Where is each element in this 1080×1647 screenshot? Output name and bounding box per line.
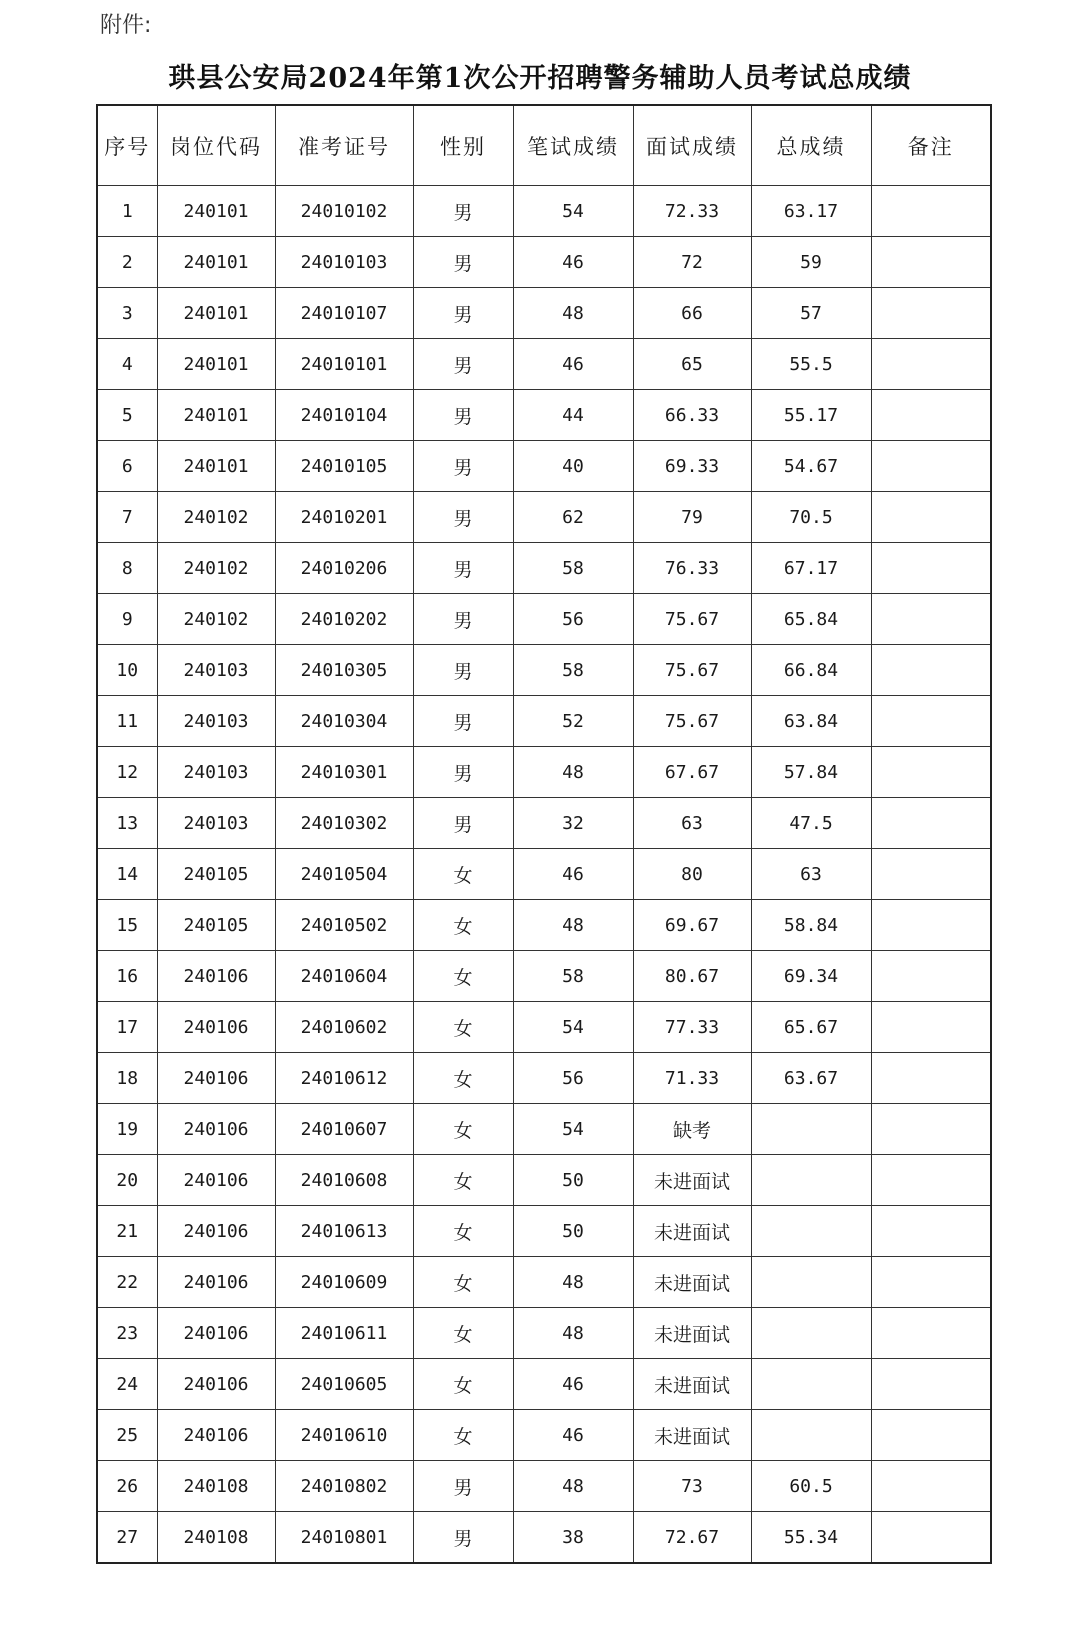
cell-interview-score: 63	[633, 798, 751, 849]
cell-interview-score: 77.33	[633, 1002, 751, 1053]
cell-exam-id: 24010612	[275, 1053, 413, 1104]
cell-interview-score: 未进面试	[633, 1359, 751, 1410]
cell-position-code: 240101	[157, 390, 275, 441]
cell-written-score: 56	[513, 1053, 633, 1104]
table-row	[97, 288, 991, 339]
cell-seq: 12	[97, 747, 157, 798]
cell-seq: 4	[97, 339, 157, 390]
table-row	[97, 1155, 991, 1206]
table-row	[97, 1002, 991, 1053]
cell-gender: 女	[413, 1410, 513, 1461]
cell-position-code: 240106	[157, 1002, 275, 1053]
cell-gender: 男	[413, 747, 513, 798]
cell-total-score	[751, 1359, 871, 1410]
cell-written-score: 46	[513, 1359, 633, 1410]
cell-exam-id: 24010602	[275, 1002, 413, 1053]
cell-written-score: 58	[513, 645, 633, 696]
cell-exam-id: 24010302	[275, 798, 413, 849]
cell-position-code: 240106	[157, 1104, 275, 1155]
cell-interview-score: 未进面试	[633, 1206, 751, 1257]
cell-remarks	[871, 288, 991, 339]
cell-gender: 男	[413, 186, 513, 237]
cell-position-code: 240102	[157, 543, 275, 594]
cell-interview-score: 65	[633, 339, 751, 390]
table-row	[97, 441, 991, 492]
cell-written-score: 58	[513, 951, 633, 1002]
cell-interview-score: 71.33	[633, 1053, 751, 1104]
cell-gender: 男	[413, 696, 513, 747]
table-row	[97, 1053, 991, 1104]
cell-total-score: 65.84	[751, 594, 871, 645]
cell-gender: 男	[413, 594, 513, 645]
cell-gender: 女	[413, 900, 513, 951]
cell-total-score: 55.17	[751, 390, 871, 441]
cell-interview-score: 75.67	[633, 696, 751, 747]
cell-position-code: 240101	[157, 288, 275, 339]
cell-position-code: 240106	[157, 1053, 275, 1104]
cell-seq: 3	[97, 288, 157, 339]
cell-gender: 男	[413, 288, 513, 339]
cell-position-code: 240106	[157, 951, 275, 1002]
cell-position-code: 240106	[157, 1308, 275, 1359]
cell-gender: 女	[413, 1257, 513, 1308]
cell-gender: 女	[413, 1053, 513, 1104]
cell-remarks	[871, 696, 991, 747]
cell-seq: 21	[97, 1206, 157, 1257]
cell-remarks	[871, 1257, 991, 1308]
cell-interview-score: 69.33	[633, 441, 751, 492]
cell-seq: 13	[97, 798, 157, 849]
cell-position-code: 240102	[157, 492, 275, 543]
cell-interview-score: 未进面试	[633, 1410, 751, 1461]
cell-interview-score: 73	[633, 1461, 751, 1512]
cell-position-code: 240106	[157, 1206, 275, 1257]
table-row	[97, 543, 991, 594]
cell-written-score: 54	[513, 1104, 633, 1155]
cell-gender: 男	[413, 1512, 513, 1564]
cell-position-code: 240108	[157, 1461, 275, 1512]
cell-total-score: 57.84	[751, 747, 871, 798]
cell-position-code: 240101	[157, 339, 275, 390]
cell-seq: 27	[97, 1512, 157, 1564]
cell-seq: 5	[97, 390, 157, 441]
header-remarks: 备注	[871, 105, 991, 186]
cell-interview-score: 66	[633, 288, 751, 339]
cell-gender: 女	[413, 1104, 513, 1155]
cell-interview-score: 80.67	[633, 951, 751, 1002]
cell-interview-score: 72.33	[633, 186, 751, 237]
cell-written-score: 46	[513, 849, 633, 900]
cell-remarks	[871, 1359, 991, 1410]
cell-exam-id: 24010201	[275, 492, 413, 543]
cell-total-score	[751, 1308, 871, 1359]
cell-position-code: 240106	[157, 1359, 275, 1410]
cell-written-score: 54	[513, 186, 633, 237]
cell-seq: 1	[97, 186, 157, 237]
table-row	[97, 186, 991, 237]
cell-remarks	[871, 1410, 991, 1461]
cell-total-score: 60.5	[751, 1461, 871, 1512]
cell-seq: 11	[97, 696, 157, 747]
cell-exam-id: 24010101	[275, 339, 413, 390]
cell-exam-id: 24010801	[275, 1512, 413, 1564]
table-row	[97, 1512, 991, 1564]
table-row	[97, 237, 991, 288]
cell-position-code: 240105	[157, 849, 275, 900]
table-row	[97, 1410, 991, 1461]
cell-remarks	[871, 849, 991, 900]
cell-remarks	[871, 747, 991, 798]
cell-exam-id: 24010610	[275, 1410, 413, 1461]
cell-total-score: 63	[751, 849, 871, 900]
cell-total-score: 63.67	[751, 1053, 871, 1104]
cell-gender: 男	[413, 492, 513, 543]
cell-remarks	[871, 900, 991, 951]
cell-seq: 26	[97, 1461, 157, 1512]
cell-position-code: 240103	[157, 747, 275, 798]
cell-interview-score: 79	[633, 492, 751, 543]
cell-position-code: 240106	[157, 1257, 275, 1308]
cell-remarks	[871, 186, 991, 237]
cell-gender: 女	[413, 1308, 513, 1359]
cell-interview-score: 80	[633, 849, 751, 900]
cell-gender: 女	[413, 1002, 513, 1053]
cell-position-code: 240106	[157, 1155, 275, 1206]
cell-interview-score: 75.67	[633, 594, 751, 645]
cell-total-score: 54.67	[751, 441, 871, 492]
cell-seq: 18	[97, 1053, 157, 1104]
cell-written-score: 38	[513, 1512, 633, 1564]
cell-seq: 7	[97, 492, 157, 543]
cell-total-score	[751, 1410, 871, 1461]
cell-total-score	[751, 1257, 871, 1308]
cell-written-score: 48	[513, 1461, 633, 1512]
cell-written-score: 46	[513, 339, 633, 390]
cell-gender: 女	[413, 849, 513, 900]
table-row	[97, 1461, 991, 1512]
cell-position-code: 240101	[157, 186, 275, 237]
cell-total-score: 63.84	[751, 696, 871, 747]
cell-gender: 男	[413, 543, 513, 594]
cell-gender: 男	[413, 339, 513, 390]
cell-total-score: 65.67	[751, 1002, 871, 1053]
cell-seq: 14	[97, 849, 157, 900]
cell-written-score: 48	[513, 900, 633, 951]
cell-remarks	[871, 543, 991, 594]
cell-remarks	[871, 1308, 991, 1359]
cell-seq: 24	[97, 1359, 157, 1410]
cell-exam-id: 24010608	[275, 1155, 413, 1206]
cell-interview-score: 76.33	[633, 543, 751, 594]
cell-seq: 17	[97, 1002, 157, 1053]
cell-interview-score: 72.67	[633, 1512, 751, 1564]
table-row	[97, 849, 991, 900]
cell-total-score: 57	[751, 288, 871, 339]
cell-exam-id: 24010504	[275, 849, 413, 900]
cell-seq: 15	[97, 900, 157, 951]
cell-written-score: 62	[513, 492, 633, 543]
cell-remarks	[871, 1002, 991, 1053]
cell-remarks	[871, 1512, 991, 1564]
header-interview-score: 面试成绩	[633, 105, 751, 186]
cell-exam-id: 24010301	[275, 747, 413, 798]
cell-position-code: 240101	[157, 237, 275, 288]
header-seq: 序号	[97, 105, 157, 186]
cell-exam-id: 24010206	[275, 543, 413, 594]
cell-remarks	[871, 798, 991, 849]
cell-interview-score: 67.67	[633, 747, 751, 798]
cell-remarks	[871, 1053, 991, 1104]
cell-exam-id: 24010611	[275, 1308, 413, 1359]
cell-exam-id: 24010104	[275, 390, 413, 441]
cell-written-score: 50	[513, 1155, 633, 1206]
cell-interview-score: 未进面试	[633, 1308, 751, 1359]
table-row	[97, 1257, 991, 1308]
cell-total-score: 55.5	[751, 339, 871, 390]
table-row	[97, 798, 991, 849]
cell-total-score: 69.34	[751, 951, 871, 1002]
cell-exam-id: 24010609	[275, 1257, 413, 1308]
cell-interview-score: 未进面试	[633, 1257, 751, 1308]
cell-gender: 男	[413, 441, 513, 492]
cell-gender: 男	[413, 1461, 513, 1512]
cell-position-code: 240106	[157, 1410, 275, 1461]
cell-written-score: 56	[513, 594, 633, 645]
cell-seq: 16	[97, 951, 157, 1002]
cell-exam-id: 24010105	[275, 441, 413, 492]
cell-written-score: 46	[513, 1410, 633, 1461]
table-row	[97, 1206, 991, 1257]
table-row	[97, 1308, 991, 1359]
cell-exam-id: 24010102	[275, 186, 413, 237]
cell-position-code: 240101	[157, 441, 275, 492]
cell-seq: 20	[97, 1155, 157, 1206]
cell-exam-id: 24010103	[275, 237, 413, 288]
cell-position-code: 240108	[157, 1512, 275, 1564]
cell-gender: 男	[413, 645, 513, 696]
cell-gender: 男	[413, 798, 513, 849]
table-header-row	[97, 105, 991, 186]
cell-remarks	[871, 1461, 991, 1512]
cell-remarks	[871, 237, 991, 288]
cell-total-score	[751, 1104, 871, 1155]
cell-written-score: 48	[513, 1257, 633, 1308]
cell-seq: 23	[97, 1308, 157, 1359]
cell-seq: 25	[97, 1410, 157, 1461]
cell-remarks	[871, 492, 991, 543]
cell-written-score: 48	[513, 1308, 633, 1359]
cell-exam-id: 24010604	[275, 951, 413, 1002]
table-row	[97, 339, 991, 390]
cell-exam-id: 24010802	[275, 1461, 413, 1512]
cell-seq: 9	[97, 594, 157, 645]
cell-interview-score: 66.33	[633, 390, 751, 441]
cell-total-score: 66.84	[751, 645, 871, 696]
cell-written-score: 40	[513, 441, 633, 492]
table-row	[97, 747, 991, 798]
cell-interview-score: 未进面试	[633, 1155, 751, 1206]
cell-position-code: 240102	[157, 594, 275, 645]
cell-written-score: 32	[513, 798, 633, 849]
cell-position-code: 240105	[157, 900, 275, 951]
cell-interview-score: 69.67	[633, 900, 751, 951]
header-total-score: 总成绩	[751, 105, 871, 186]
page-title: 珙县公安局2024年第1次公开招聘警务辅助人员考试总成绩	[168, 63, 912, 94]
cell-exam-id: 24010304	[275, 696, 413, 747]
cell-remarks	[871, 1104, 991, 1155]
cell-interview-score: 72	[633, 237, 751, 288]
cell-gender: 男	[413, 237, 513, 288]
table-row	[97, 594, 991, 645]
cell-total-score: 67.17	[751, 543, 871, 594]
cell-total-score: 47.5	[751, 798, 871, 849]
cell-exam-id: 24010502	[275, 900, 413, 951]
cell-exam-id: 24010202	[275, 594, 413, 645]
cell-exam-id: 24010607	[275, 1104, 413, 1155]
table-row	[97, 645, 991, 696]
cell-exam-id: 24010107	[275, 288, 413, 339]
cell-total-score: 63.17	[751, 186, 871, 237]
cell-written-score: 54	[513, 1002, 633, 1053]
cell-seq: 10	[97, 645, 157, 696]
table-row	[97, 951, 991, 1002]
scores-table	[96, 104, 992, 1564]
cell-seq: 6	[97, 441, 157, 492]
cell-seq: 22	[97, 1257, 157, 1308]
cell-gender: 女	[413, 951, 513, 1002]
cell-position-code: 240103	[157, 798, 275, 849]
cell-total-score	[751, 1206, 871, 1257]
header-position-code: 岗位代码	[157, 105, 275, 186]
header-gender: 性别	[413, 105, 513, 186]
table-row	[97, 900, 991, 951]
cell-gender: 女	[413, 1206, 513, 1257]
cell-written-score: 46	[513, 237, 633, 288]
cell-gender: 女	[413, 1359, 513, 1410]
cell-position-code: 240103	[157, 645, 275, 696]
cell-seq: 8	[97, 543, 157, 594]
cell-written-score: 58	[513, 543, 633, 594]
header-written-score: 笔试成绩	[513, 105, 633, 186]
attachment-label: 附件:	[100, 13, 152, 38]
cell-remarks	[871, 1206, 991, 1257]
cell-remarks	[871, 1155, 991, 1206]
cell-written-score: 48	[513, 747, 633, 798]
cell-exam-id: 24010613	[275, 1206, 413, 1257]
cell-remarks	[871, 951, 991, 1002]
table-row	[97, 1359, 991, 1410]
table-row	[97, 492, 991, 543]
cell-interview-score: 缺考	[633, 1104, 751, 1155]
cell-total-score: 70.5	[751, 492, 871, 543]
cell-written-score: 48	[513, 288, 633, 339]
cell-written-score: 50	[513, 1206, 633, 1257]
header-exam-id: 准考证号	[275, 105, 413, 186]
cell-written-score: 52	[513, 696, 633, 747]
cell-gender: 女	[413, 1155, 513, 1206]
cell-remarks	[871, 441, 991, 492]
cell-seq: 19	[97, 1104, 157, 1155]
cell-written-score: 44	[513, 390, 633, 441]
cell-remarks	[871, 390, 991, 441]
cell-gender: 男	[413, 390, 513, 441]
cell-remarks	[871, 339, 991, 390]
cell-remarks	[871, 594, 991, 645]
table-row	[97, 696, 991, 747]
cell-total-score: 58.84	[751, 900, 871, 951]
cell-exam-id: 24010305	[275, 645, 413, 696]
cell-seq: 2	[97, 237, 157, 288]
cell-position-code: 240103	[157, 696, 275, 747]
table-row	[97, 1104, 991, 1155]
cell-total-score: 59	[751, 237, 871, 288]
cell-exam-id: 24010605	[275, 1359, 413, 1410]
cell-interview-score: 75.67	[633, 645, 751, 696]
cell-remarks	[871, 645, 991, 696]
cell-total-score	[751, 1155, 871, 1206]
cell-total-score: 55.34	[751, 1512, 871, 1564]
table-row	[97, 390, 991, 441]
